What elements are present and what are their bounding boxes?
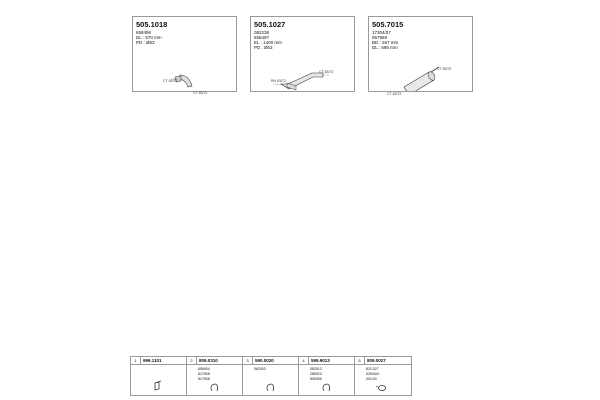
part-dimension: BD : 267 mm: [372, 40, 399, 45]
part-reference: 657969: [372, 35, 388, 40]
accessory-part-number: 599.9013: [311, 358, 330, 363]
accessory-index: 1: [131, 357, 141, 365]
clamp-callout: CT 63/72: [319, 70, 334, 74]
part-number: 505.1018: [136, 20, 168, 29]
clamp-icon: [299, 357, 355, 395]
accessory-cell-3: [243, 357, 299, 395]
part-number: 505.1027: [254, 20, 286, 29]
part-reference: 082238: [254, 30, 270, 35]
clamp-icon: [187, 357, 243, 395]
part-card-1: [132, 16, 237, 95]
accessory-cell-5: [355, 357, 411, 395]
part-dimension: PD : Ø63: [136, 40, 155, 45]
accessory-cell-2: [187, 357, 243, 395]
part-card-3: [368, 16, 473, 96]
part-dimension: DL : 570 mm: [136, 35, 162, 40]
accessory-reference: 656904: [198, 367, 210, 371]
accessory-part-number: 809.0027: [367, 358, 386, 363]
bracket-icon: [131, 357, 187, 395]
accessory-reference: 285023: [310, 372, 322, 376]
part-reference: 658497: [254, 35, 270, 40]
part-reference: 658496: [136, 30, 152, 35]
clamp-callout: RH 63/72: [271, 79, 286, 83]
accessory-reference: 817508: [198, 372, 210, 376]
accessory-index: 2: [187, 357, 197, 365]
accessory-cell-4: [299, 357, 355, 395]
clamp-callout: CT 63/72: [387, 92, 402, 96]
part-number: 505.7015: [372, 20, 404, 29]
accessory-reference: 082512: [310, 367, 322, 371]
part-card-2: [250, 16, 355, 92]
accessory-reference: 817508: [198, 377, 210, 381]
accessory-reference: 025/0AX: [366, 372, 380, 376]
accessory-part-number: 590.0030: [255, 358, 274, 363]
accessory-index: 4: [299, 357, 309, 365]
muffler-drawing: [369, 17, 472, 91]
pipe-drawing: [251, 17, 354, 91]
accessory-index: 5: [355, 357, 365, 365]
accessory-reference: 063303: [254, 367, 266, 371]
accessory-part-number: 999.1101: [143, 358, 162, 363]
ring-clamp-icon: [355, 357, 411, 395]
accessory-reference: 805055: [310, 377, 322, 381]
accessory-part-number: 809.0310: [199, 358, 218, 363]
accessory-index: 3: [243, 357, 253, 365]
clamp-callout: CT 63/72: [163, 79, 178, 83]
clamp-callout: CT 63/72: [193, 91, 208, 95]
part-reference: 17304/37: [372, 30, 391, 35]
accessory-cell-1: [131, 357, 187, 395]
part-dimension: DL : 695 mm: [372, 45, 398, 50]
accessories-strip: [130, 356, 412, 396]
part-dimension: EL : 1400 mm: [254, 40, 282, 45]
bend-pipe-drawing: [133, 17, 236, 91]
accessory-reference: 821/327: [366, 367, 379, 371]
clamp-callout: CT 63/72: [437, 67, 452, 71]
clamp-icon: [243, 357, 299, 395]
part-dimension: PD : Ø63: [254, 45, 273, 50]
accessory-reference: 001/20: [366, 377, 377, 381]
